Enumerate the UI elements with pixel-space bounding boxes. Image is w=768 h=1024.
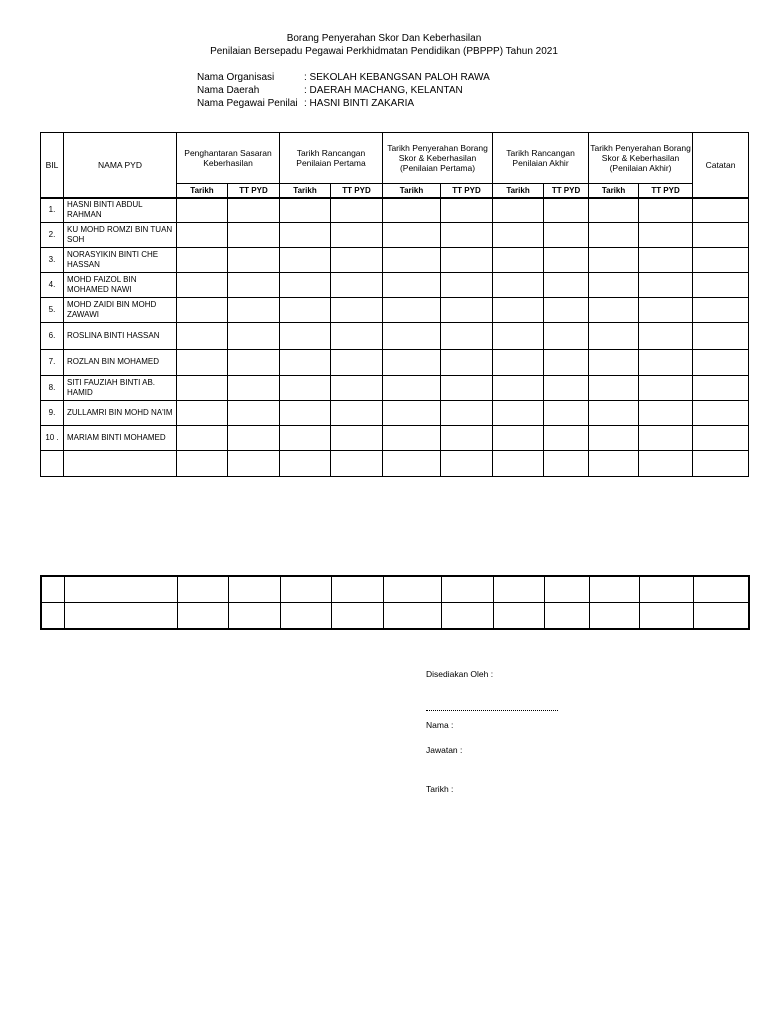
empty-cell: [639, 425, 693, 450]
empty-cell: [589, 375, 639, 400]
empty-cell: [693, 450, 749, 476]
row-nama-pyd: ROZLAN BIN MOHAMED: [64, 349, 177, 375]
empty-cell: [228, 272, 280, 297]
table-row: [41, 603, 749, 630]
empty-cell: [544, 576, 589, 603]
empty-cell: [280, 425, 331, 450]
empty-cell: [693, 576, 749, 603]
empty-cell: [639, 576, 693, 603]
empty-cell: [383, 576, 441, 603]
empty-cell: [544, 400, 589, 425]
empty-cell: [441, 247, 493, 272]
empty-cell: [589, 576, 639, 603]
table-row: [41, 375, 749, 400]
empty-cell: [228, 198, 280, 222]
row-nama-pyd: ROSLINA BINTI HASSAN: [64, 322, 177, 349]
empty-cell: [383, 425, 441, 450]
subheader-tt-pyd: TT PYD: [228, 184, 280, 199]
submission-table: [40, 132, 749, 477]
empty-cell: [693, 375, 749, 400]
row-nama-pyd: MARIAM BINTI MOHAMED: [64, 425, 177, 450]
table-row: [41, 400, 749, 425]
empty-cell: [693, 400, 749, 425]
info-value: : HASNI BINTI ZAKARIA: [304, 98, 415, 109]
row-bil: 10 .: [41, 425, 64, 450]
empty-cell: [693, 272, 749, 297]
empty-cell: [177, 198, 228, 222]
empty-cell: [331, 400, 383, 425]
empty-cell: [228, 603, 280, 630]
empty-cell: [177, 425, 228, 450]
empty-cell: [383, 349, 441, 375]
empty-cell: [493, 322, 544, 349]
empty-cell: [441, 349, 493, 375]
empty-cell: [383, 222, 441, 247]
table-row: [41, 297, 749, 322]
empty-cell: [693, 322, 749, 349]
row-nama-pyd: SITI FAUZIAH BINTI AB. HAMID: [64, 375, 177, 400]
empty-cell: [589, 450, 639, 476]
empty-cell: [331, 272, 383, 297]
empty-cell: [493, 349, 544, 375]
empty-cell: [177, 272, 228, 297]
subheader-tarikh: Tarikh: [177, 184, 228, 199]
empty-cell: [228, 425, 280, 450]
empty-cell: [228, 450, 280, 476]
table-row: [41, 247, 749, 272]
empty-cell: [177, 375, 228, 400]
empty-cell: [693, 349, 749, 375]
jawatan-label: Jawatan :: [426, 745, 463, 755]
row-nama-pyd: MOHD ZAIDI BIN MOHD ZAWAWI: [64, 297, 177, 322]
header-penyerahan-pertama: Tarikh Penyerahan Borang Skor & Keberhasilan (Penilaian Pertama): [383, 133, 493, 184]
empty-cell: [280, 322, 331, 349]
subheader-tarikh: Tarikh: [589, 184, 639, 199]
empty-cell: [589, 322, 639, 349]
table-row: [41, 425, 749, 450]
empty-cell: [493, 603, 544, 630]
subheader-tt-pyd: TT PYD: [331, 184, 383, 199]
empty-cell: [383, 400, 441, 425]
subheader-tarikh: Tarikh: [493, 184, 544, 199]
row-bil: 9.: [41, 400, 64, 425]
row-bil: 1.: [41, 198, 64, 222]
empty-cell: [589, 603, 639, 630]
empty-cell: [331, 576, 383, 603]
empty-cell: [544, 603, 589, 630]
empty-cell: [280, 400, 331, 425]
empty-cell: [228, 247, 280, 272]
empty-cell: [64, 603, 177, 630]
empty-cell: [544, 349, 589, 375]
empty-cell: [177, 322, 228, 349]
empty-cell: [441, 450, 493, 476]
info-label: Nama Pegawai Penilai: [197, 98, 298, 109]
row-nama-pyd: HASNI BINTI ABDUL RAHMAN: [64, 198, 177, 222]
empty-cell: [177, 576, 228, 603]
empty-cell: [589, 349, 639, 375]
empty-cell: [331, 247, 383, 272]
info-row-organisasi: [197, 72, 490, 85]
empty-cell: [228, 349, 280, 375]
empty-cell: [441, 297, 493, 322]
header-penghantaran-sasaran: Penghantaran Sasaran Keberhasilan: [177, 133, 280, 184]
empty-cell: [693, 603, 749, 630]
empty-cell: [639, 247, 693, 272]
empty-cell: [41, 603, 64, 630]
empty-cell: [544, 272, 589, 297]
header-penyerahan-akhir: Tarikh Penyerahan Borang Skor & Keberhasilan (Penilaian Akhir): [589, 133, 693, 184]
empty-cell: [589, 222, 639, 247]
empty-cell: [331, 349, 383, 375]
empty-cell: [493, 375, 544, 400]
info-block: [197, 72, 490, 111]
empty-cell: [280, 450, 331, 476]
empty-cell: [331, 198, 383, 222]
row-bil: 2.: [41, 222, 64, 247]
empty-cell: [280, 349, 331, 375]
form-subtitle: Penilaian Bersepadu Pegawai Perkhidmatan Pendidikan (PBPPP) Tahun 2021: [210, 46, 558, 57]
table-row: [41, 322, 749, 349]
empty-cell: [639, 375, 693, 400]
empty-cell: [280, 272, 331, 297]
empty-cell: [639, 322, 693, 349]
empty-cell: [544, 450, 589, 476]
empty-cell: [228, 297, 280, 322]
empty-cell: [493, 450, 544, 476]
empty-cell: [441, 603, 493, 630]
empty-cell: [177, 222, 228, 247]
info-value: : SEKOLAH KEBANGSAN PALOH RAWA: [304, 72, 490, 83]
row-nama-pyd: [64, 450, 177, 476]
empty-cell: [383, 603, 441, 630]
empty-cell: [383, 272, 441, 297]
empty-cell: [331, 450, 383, 476]
empty-cell: [228, 375, 280, 400]
table-row: [41, 272, 749, 297]
empty-cell: [493, 425, 544, 450]
empty-cell: [493, 247, 544, 272]
row-bil: 5.: [41, 297, 64, 322]
empty-cell: [639, 603, 693, 630]
info-value: : DAERAH MACHANG, KELANTAN: [304, 85, 463, 96]
table-row: [41, 349, 749, 375]
empty-cell: [493, 400, 544, 425]
header-rancangan-pertama: Tarikh Rancangan Penilaian Pertama: [280, 133, 383, 184]
empty-cell: [493, 272, 544, 297]
row-nama-pyd: ZULLAMRI BIN MOHD NA'IM: [64, 400, 177, 425]
row-nama-pyd: KU MOHD ROMZI BIN TUAN SOH: [64, 222, 177, 247]
empty-cell: [228, 322, 280, 349]
table-row: [41, 576, 749, 603]
row-nama-pyd: MOHD FAIZOL BIN MOHAMED NAWI: [64, 272, 177, 297]
empty-cell: [383, 247, 441, 272]
nama-label: Nama :: [426, 720, 454, 730]
table-row: [41, 450, 749, 476]
prepared-by-label: Disediakan Oleh :: [426, 669, 494, 679]
empty-cell: [639, 222, 693, 247]
empty-cell: [280, 603, 331, 630]
empty-cell: [589, 272, 639, 297]
empty-cell: [64, 576, 177, 603]
empty-cell: [441, 272, 493, 297]
empty-cell: [639, 198, 693, 222]
empty-cell: [544, 322, 589, 349]
empty-cell: [589, 297, 639, 322]
empty-cell: [441, 375, 493, 400]
subheader-tt-pyd: TT PYD: [441, 184, 493, 199]
empty-cell: [639, 349, 693, 375]
empty-cell: [589, 425, 639, 450]
empty-cell: [331, 375, 383, 400]
empty-cell: [441, 400, 493, 425]
signature-line: [426, 706, 558, 711]
subheader-tt-pyd: TT PYD: [544, 184, 589, 199]
empty-cell: [589, 400, 639, 425]
row-bil: 7.: [41, 349, 64, 375]
empty-cell: [441, 576, 493, 603]
empty-cell: [441, 222, 493, 247]
header-nama-pyd: NAMA PYD: [64, 133, 177, 199]
empty-cell: [177, 247, 228, 272]
empty-cell: [41, 576, 64, 603]
empty-cell: [544, 297, 589, 322]
empty-cell: [177, 450, 228, 476]
empty-cell: [177, 400, 228, 425]
form-title: Borang Penyerahan Skor Dan Keberhasilan: [286, 33, 482, 44]
empty-cell: [441, 198, 493, 222]
empty-cell: [493, 198, 544, 222]
row-bil: 8.: [41, 375, 64, 400]
subheader-tt-pyd: TT PYD: [639, 184, 693, 199]
header-catatan: Catatan: [693, 133, 749, 199]
extra-table: [40, 575, 750, 630]
empty-cell: [383, 375, 441, 400]
subheader-tarikh: Tarikh: [383, 184, 441, 199]
row-nama-pyd: NORASYIKIN BINTI CHE HASSAN: [64, 247, 177, 272]
empty-cell: [177, 349, 228, 375]
empty-cell: [228, 400, 280, 425]
empty-cell: [544, 198, 589, 222]
empty-cell: [280, 198, 331, 222]
header-rancangan-akhir: Tarikh Rancangan Penilaian Akhir: [493, 133, 589, 184]
empty-cell: [639, 450, 693, 476]
empty-cell: [331, 322, 383, 349]
info-label: Nama Organisasi: [197, 72, 275, 83]
empty-cell: [383, 450, 441, 476]
empty-cell: [331, 297, 383, 322]
empty-cell: [544, 375, 589, 400]
info-label: Nama Daerah: [197, 85, 260, 96]
empty-cell: [177, 297, 228, 322]
empty-cell: [639, 297, 693, 322]
empty-cell: [383, 198, 441, 222]
info-row-daerah: [197, 85, 490, 98]
empty-cell: [493, 297, 544, 322]
empty-cell: [544, 425, 589, 450]
row-bil: 6.: [41, 322, 64, 349]
empty-cell: [693, 222, 749, 247]
empty-cell: [639, 272, 693, 297]
header-bil: BIL: [41, 133, 64, 199]
empty-cell: [589, 198, 639, 222]
empty-cell: [280, 297, 331, 322]
empty-cell: [441, 322, 493, 349]
empty-cell: [280, 576, 331, 603]
subheader-tarikh: Tarikh: [280, 184, 331, 199]
empty-cell: [589, 247, 639, 272]
empty-cell: [331, 222, 383, 247]
empty-cell: [493, 576, 544, 603]
empty-cell: [331, 603, 383, 630]
empty-cell: [544, 222, 589, 247]
empty-cell: [280, 222, 331, 247]
empty-cell: [693, 198, 749, 222]
table-row: [41, 222, 749, 247]
row-bil: [41, 450, 64, 476]
empty-cell: [383, 322, 441, 349]
table-row: [41, 198, 749, 222]
empty-cell: [693, 297, 749, 322]
empty-cell: [544, 247, 589, 272]
empty-cell: [493, 222, 544, 247]
row-bil: 3.: [41, 247, 64, 272]
empty-cell: [693, 247, 749, 272]
empty-cell: [228, 222, 280, 247]
empty-cell: [441, 425, 493, 450]
empty-cell: [228, 576, 280, 603]
empty-cell: [383, 297, 441, 322]
empty-cell: [177, 603, 228, 630]
empty-cell: [280, 375, 331, 400]
info-row-pegawai: [197, 98, 490, 111]
empty-cell: [280, 247, 331, 272]
tarikh-label: Tarikh :: [426, 784, 454, 794]
row-bil: 4.: [41, 272, 64, 297]
empty-cell: [693, 425, 749, 450]
empty-cell: [639, 400, 693, 425]
empty-cell: [331, 425, 383, 450]
